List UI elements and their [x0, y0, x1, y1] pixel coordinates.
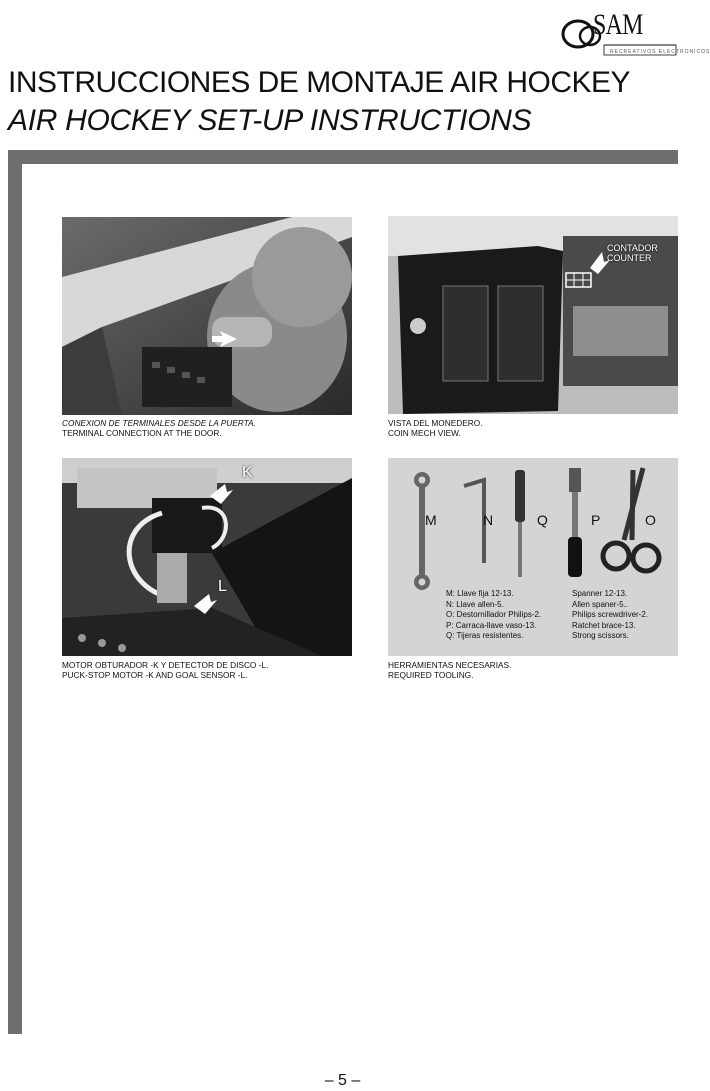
tool-es-item: P: Carraca-llave vaso-13. — [446, 620, 537, 630]
tool-es-item: M: Llave fija 12-13. — [446, 589, 514, 598]
photo-puck-stop-motor — [62, 458, 352, 656]
tool-letter-p: P — [591, 512, 601, 528]
page-title-spanish: INSTRUCCIONES DE MONTAJE AIR HOCKEY — [8, 66, 631, 99]
caption-en: REQUIRED TOOLING. — [388, 670, 474, 680]
tool-en-item: Spanner 12-13. — [572, 589, 628, 598]
caption-en: TERMINAL CONNECTION AT THE DOOR. — [62, 428, 222, 438]
caption-coin-mech — [388, 418, 483, 438]
frame-top-bar — [8, 150, 678, 164]
label-counter — [607, 243, 658, 263]
page-title-english: AIR HOCKEY SET-UP INSTRUCTIONS — [8, 104, 532, 137]
tool-letter-m: M — [425, 512, 437, 528]
label-contador: CONTADOR — [607, 243, 658, 253]
tool-list-english — [572, 589, 648, 642]
frame-left-bar — [8, 150, 22, 1034]
caption-required-tooling — [388, 660, 511, 680]
tool-letter-q: Q — [537, 512, 548, 528]
tool-es-item: Q: Tijeras resistentes. — [446, 631, 524, 640]
logo-tagline: RECREATIVOS ELECTRONICOS — [610, 49, 710, 55]
sam-logo — [560, 8, 710, 56]
caption-en: COIN MECH VIEW. — [388, 428, 461, 438]
caption-puck-stop-motor — [62, 660, 268, 680]
caption-es: HERRAMIENTAS NECESARIAS. — [388, 660, 512, 670]
tool-es-item: N: Llave allen-5. — [446, 599, 504, 609]
caption-es: VISTA DEL MONEDERO. — [388, 418, 483, 428]
tool-letter-n: N — [483, 512, 494, 528]
tool-es-item: O: Destornillador Philips-2. — [446, 610, 542, 619]
label-l: L — [218, 578, 227, 595]
tool-list-spanish — [446, 589, 541, 642]
tool-letter-o: O — [645, 512, 656, 528]
logo-brand-text: SAM — [593, 8, 643, 41]
tool-en-item: Strong scissors. — [572, 631, 629, 640]
tool-en-item: Ratchet brace-13. — [572, 620, 636, 630]
label-counter-en: COUNTER — [607, 253, 652, 263]
caption-terminal-connection — [62, 418, 256, 438]
label-k: K — [242, 464, 253, 481]
photo-terminal-connection — [62, 217, 352, 415]
page-number: – 5 – — [324, 1072, 361, 1089]
tool-en-item: Philips screwdriver-2. — [572, 610, 649, 619]
caption-es: CONEXION DE TERMINALES DESDE LA PUERTA. — [62, 418, 256, 428]
caption-es: MOTOR OBTURADOR -K Y DETECTOR DE DISCO -L. — [62, 660, 269, 670]
tool-en-item: Allen spaner-5.. — [572, 599, 629, 609]
caption-en: PUCK-STOP MOTOR -K AND GOAL SENSOR -L. — [62, 670, 248, 680]
